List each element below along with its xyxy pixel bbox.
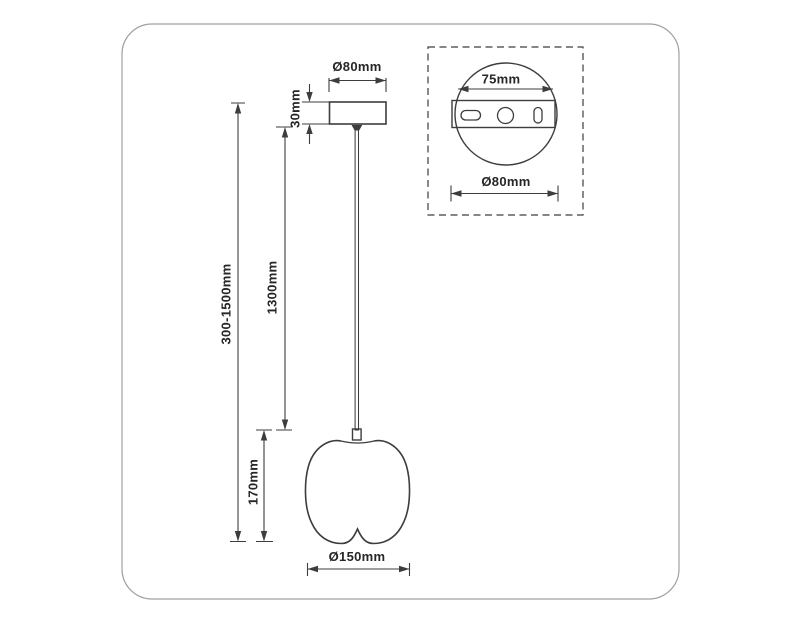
shade-diameter-label: Ø150mm [328,549,386,564]
dim-overall-height [219,103,247,542]
shade-height-label: 170mm [245,458,261,506]
plate-width-label: 75mm [481,71,521,87]
dim-detail-diameter [451,174,558,202]
lamp-socket [353,429,362,440]
detail-canopy-diameter-label: Ø80mm [481,174,531,189]
dim-cord-length [265,127,293,430]
canopy-diameter-label: Ø80mm [332,59,382,74]
mounting-slot-left [461,111,481,121]
cord-length-label: 1300mm [264,260,280,315]
pendant-cord [355,130,358,430]
dim-shade-height [246,430,274,542]
dim-canopy-height [288,84,331,144]
canopy-outline [330,102,387,124]
detail-view [428,47,583,215]
pendant-front-view [305,102,409,544]
wire-hole [498,108,514,124]
glass-shade-outline [305,441,409,544]
shade-neck-line [341,441,374,443]
dim-canopy-diameter [329,59,386,92]
dim-shade-diameter [308,549,410,576]
mounting-slot-right [534,108,542,124]
drawing-frame [122,24,679,599]
canopy-height-label: 30mm [287,89,303,128]
overall-height-label: 300-1500mm [218,263,234,345]
